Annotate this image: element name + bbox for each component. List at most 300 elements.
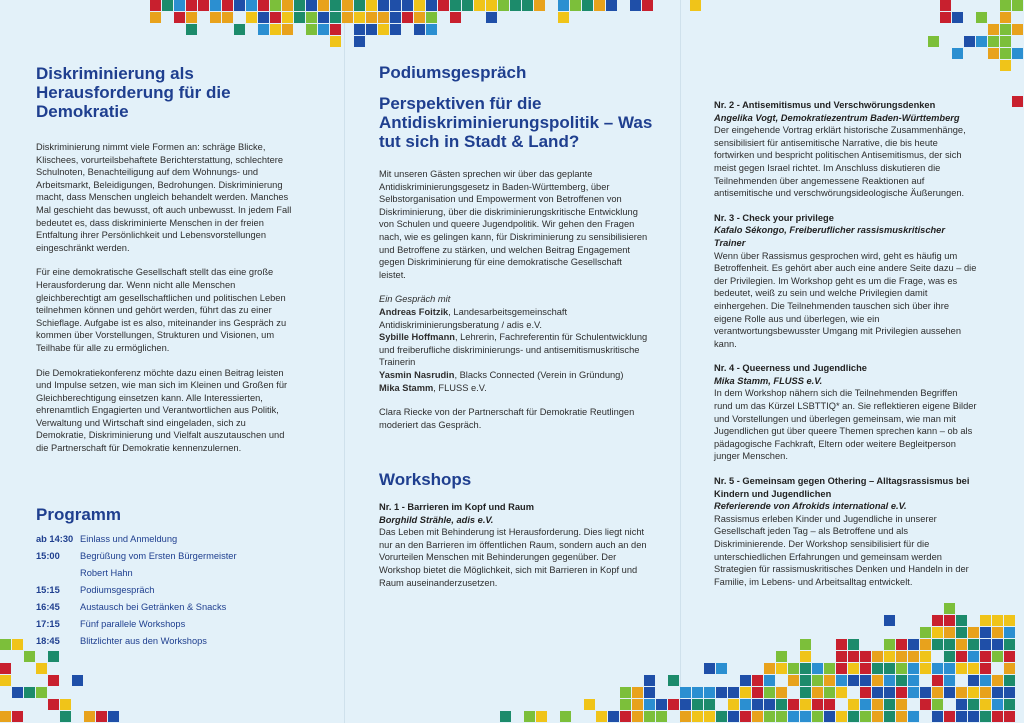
pixel-square — [186, 0, 197, 11]
pixel-square — [956, 699, 967, 710]
pixel-square — [606, 0, 617, 11]
pixel-square — [944, 639, 955, 650]
pixel-square — [728, 711, 739, 722]
workshop-lead: Angelika Vogt, Demokratiezentrum Baden-Württemberg — [714, 112, 960, 123]
guest-role: , Lehrerin, Fachreferentin für Schulentwicklung und freiberufliche diskriminierungs- und antisemitismuskritische Trainerin — [379, 332, 648, 368]
pixel-square — [956, 687, 967, 698]
pixel-square — [824, 711, 835, 722]
pixel-square — [414, 12, 425, 23]
programm-row — [36, 599, 296, 616]
pixel-square — [908, 663, 919, 674]
pixel-square — [812, 675, 823, 686]
pixel-square — [884, 639, 895, 650]
pixel-square — [908, 651, 919, 662]
pixel-square — [956, 663, 967, 674]
workshop-text: Der eingehende Vortrag erklärt historische Zusammenhänge, sensibilisiert für antisemitische Narrative, die bis heute fortwirken und bespricht politischen Antisemitismus, der sich meist gegen Israel richtet. Im Anschluss diskutieren die Teilnehmenden über angemessene Reaktionen auf antisemitische und verschwörungsideologische Äußerungen. — [714, 125, 966, 199]
pixel-square — [884, 675, 895, 686]
pixel-square — [884, 663, 895, 674]
pixel-square — [944, 663, 955, 674]
programm-event: Austausch bei Getränken & Snacks — [80, 602, 227, 612]
pixel-square — [318, 24, 329, 35]
pixel-square — [1000, 24, 1011, 35]
pixel-square — [788, 711, 799, 722]
workshop-lead: Mika Stamm, FLUSS e.V. — [714, 375, 823, 386]
pixel-square — [72, 675, 83, 686]
pixel-square — [872, 711, 883, 722]
pixel-square — [952, 48, 963, 59]
guest-list — [379, 306, 651, 394]
pixel-square — [992, 675, 1003, 686]
pixel-square — [764, 687, 775, 698]
pixel-square — [896, 663, 907, 674]
pixel-square — [36, 687, 47, 698]
pixel-square — [48, 675, 59, 686]
guest-entry — [379, 306, 651, 331]
pixel-square — [848, 651, 859, 662]
pixel-square — [956, 651, 967, 662]
pixel-square — [884, 687, 895, 698]
workshop-text: Rassismus erleben Kinder und Jugendliche in unserer Gesellschaft jeden Tag – als Betroffene und als Diskriminierende. Der Workshop sensibilisiert für die unterschiedlichen Erfahrungen und gemeinsam werden Strategien für rassismuskritisches Denken und Handeln in der Familie, im Lebens- und Arbeitsalltag entwickelt. — [714, 513, 969, 587]
pixel-square — [836, 711, 847, 722]
pixel-square — [668, 675, 679, 686]
pixel-square — [716, 711, 727, 722]
pixel-square — [992, 699, 1003, 710]
pixel-square — [716, 663, 727, 674]
pixel-square — [462, 0, 473, 11]
programm-event: Einlass und Anmeldung — [80, 534, 178, 544]
pixel-square — [486, 12, 497, 23]
pixel-square — [632, 699, 643, 710]
pixel-square — [848, 711, 859, 722]
pixel-square — [644, 699, 655, 710]
pixel-square — [944, 687, 955, 698]
pixel-square — [896, 651, 907, 662]
pixel-square — [980, 615, 991, 626]
programm-time: ab 14:30 — [36, 534, 74, 544]
pixel-square — [928, 36, 939, 47]
pixel-square — [776, 663, 787, 674]
pixel-square — [596, 711, 607, 722]
workshop-item — [714, 362, 978, 463]
pixel-square — [222, 12, 233, 23]
pixel-square — [210, 12, 221, 23]
programm-title: Programm — [36, 505, 122, 524]
programm-row — [36, 531, 296, 548]
pixel-square — [988, 36, 999, 47]
pixel-square — [24, 687, 35, 698]
pixel-square — [318, 12, 329, 23]
pixel-square — [764, 663, 775, 674]
pixel-square — [656, 711, 667, 722]
pixel-square — [630, 0, 641, 11]
guest-entry — [379, 369, 651, 382]
pixel-square — [908, 687, 919, 698]
pixel-square — [884, 711, 895, 722]
pixel-square — [932, 663, 943, 674]
pixel-square — [848, 675, 859, 686]
pixel-square — [426, 0, 437, 11]
ws1-lead: Borghild Strähle, adis e.V. — [379, 514, 494, 525]
guest-role: , FLUSS e.V. — [433, 382, 487, 393]
workshop-title: Nr. 2 - Antisemitismus und Verschwörungsdenken — [714, 100, 936, 110]
pixel-square — [896, 711, 907, 722]
pixel-square — [426, 24, 437, 35]
pixel-square — [620, 687, 631, 698]
pixel-square — [60, 711, 71, 722]
pixel-square — [1000, 60, 1011, 71]
pixel-square — [500, 711, 511, 722]
pixel-square — [800, 663, 811, 674]
pixel-square — [836, 651, 847, 662]
pixel-square — [920, 663, 931, 674]
pixel-square — [342, 0, 353, 11]
pixel-square — [246, 12, 257, 23]
pixel-square — [740, 675, 751, 686]
pixel-square — [644, 711, 655, 722]
pixel-square — [824, 663, 835, 674]
pixel-square — [680, 687, 691, 698]
pixel-square — [764, 675, 775, 686]
pixel-square — [390, 0, 401, 11]
pixel-square — [968, 675, 979, 686]
pixel-square — [836, 663, 847, 674]
pixel-square — [932, 675, 943, 686]
programm-block — [36, 505, 296, 650]
pixel-square — [1000, 36, 1011, 47]
pixel-square — [920, 687, 931, 698]
pixel-square — [860, 699, 871, 710]
pixel-square — [558, 0, 569, 11]
pixel-square — [800, 675, 811, 686]
pixel-square — [944, 615, 955, 626]
pixel-square — [848, 699, 859, 710]
pixel-square — [282, 0, 293, 11]
programm-time: 18:45 — [36, 636, 60, 646]
programm-row — [36, 548, 296, 565]
podium-intro: Mit unseren Gästen sprechen wir über das geplante Antidiskriminierungsgesetz in Baden-Württemberg, über Selbstorganisation und Empowerment von Betroffenen von Diskriminierung, über die diskriminierungskritische Entwicklung von Schulen und queere Jugendpolitik. Wir gehen den Fragen nach, wie es gelingen kann, für Diskriminierung zu sensibilisieren und Betroffene zu stärken, und welchen Beitrag Engagement gegen Diskriminierung für eine demokratische Gesellschaft leistet. — [379, 169, 648, 280]
pixel-square — [976, 12, 987, 23]
guest-name: Sybille Hoffmann — [379, 332, 455, 343]
workshop-item — [714, 99, 978, 200]
pixel-square — [1012, 0, 1023, 11]
pixel-square — [980, 675, 991, 686]
pixel-square — [270, 12, 281, 23]
pixel-square — [824, 699, 835, 710]
programm-event: Fünf parallele Workshops — [80, 619, 186, 629]
workshop-text: Wenn über Rassismus gesprochen wird, geht es häufig um Betroffenheit. Es gehört aber auch eine andere Seite dazu – die der Privilegien. Im Workshop geht es um die Frage, was es bedeutet, weiß zu sein und welche Privilegien damit einhergehen. Die Teilnehmenden tauschen sich über ihre eigene Rolle aus und überlegen, wie ein verantwortungsbewusster Umgang mit Privilegien aussehen kann. — [714, 250, 977, 349]
pixel-square — [968, 699, 979, 710]
pixel-square — [776, 699, 787, 710]
pixel-square — [210, 0, 221, 11]
pixel-square — [812, 687, 823, 698]
pixel-square — [812, 711, 823, 722]
pixel-square — [366, 24, 377, 35]
pixel-square — [968, 651, 979, 662]
guests-intro: Ein Gespräch mit — [379, 294, 451, 305]
pixel-square — [944, 603, 955, 614]
pixel-square — [728, 687, 739, 698]
pixel-square — [12, 639, 23, 650]
pixel-square — [920, 627, 931, 638]
pixel-square — [690, 0, 701, 11]
pixel-square — [872, 675, 883, 686]
pixel-square — [366, 0, 377, 11]
pixel-square — [788, 675, 799, 686]
pixel-square — [956, 639, 967, 650]
pixel-square — [270, 0, 281, 11]
pixel-square — [896, 699, 907, 710]
pixel-square — [836, 687, 847, 698]
programm-row — [36, 565, 296, 582]
pixel-square — [150, 12, 161, 23]
pixel-square — [354, 36, 365, 47]
pixel-square — [932, 687, 943, 698]
pixel-square — [1004, 687, 1015, 698]
pixel-square — [776, 687, 787, 698]
pixel-square — [968, 663, 979, 674]
pixel-square — [980, 699, 991, 710]
pixel-square — [704, 687, 715, 698]
pixel-square — [964, 36, 975, 47]
pixel-square — [860, 651, 871, 662]
pixel-square — [414, 0, 425, 11]
pixel-square — [1004, 627, 1015, 638]
guest-role: , Blacks Connected (Verein in Gründung) — [454, 369, 624, 380]
pixel-square — [84, 711, 95, 722]
pixel-square — [788, 663, 799, 674]
guest-name: Yasmin Nasrudin — [379, 369, 455, 380]
pixel-square — [12, 687, 23, 698]
pixel-square — [968, 639, 979, 650]
pixel-square — [60, 699, 71, 710]
pixel-square — [174, 0, 185, 11]
pixel-square — [920, 651, 931, 662]
pixel-square — [872, 663, 883, 674]
podium-section-title: Podiumsgespräch — [379, 63, 527, 82]
programm-row — [36, 616, 296, 633]
pixel-square — [0, 639, 11, 650]
pixel-square — [246, 0, 257, 11]
pixel-square — [992, 651, 1003, 662]
pixel-square — [896, 687, 907, 698]
pixel-square — [968, 687, 979, 698]
pixel-square — [872, 651, 883, 662]
pixel-square — [306, 24, 317, 35]
pixel-square — [594, 0, 605, 11]
pixel-square — [186, 24, 197, 35]
pixel-square — [1012, 48, 1023, 59]
pixel-square — [728, 699, 739, 710]
pixel-square — [680, 711, 691, 722]
pixel-square — [36, 663, 47, 674]
pixel-square — [776, 651, 787, 662]
pixel-square — [306, 12, 317, 23]
pixel-square — [692, 699, 703, 710]
pixel-square — [1004, 651, 1015, 662]
pixel-square — [932, 639, 943, 650]
pixel-square — [752, 711, 763, 722]
pixel-square — [980, 639, 991, 650]
pixel-square — [642, 0, 653, 11]
pixel-square — [24, 651, 35, 662]
pixel-square — [186, 12, 197, 23]
pixel-square — [234, 24, 245, 35]
col2-header — [379, 63, 659, 151]
pixel-square — [988, 24, 999, 35]
pixel-square — [992, 627, 1003, 638]
pixel-square — [860, 711, 871, 722]
programm-time: 16:45 — [36, 602, 60, 612]
pixel-square — [108, 711, 119, 722]
pixel-square — [150, 0, 161, 11]
pixel-square — [896, 639, 907, 650]
guest-name: Andreas Foitzik — [379, 306, 449, 317]
ws1-text: Das Leben mit Behinderung ist Herausforderung. Dies liegt nicht nur an den Barrieren im öffentlichen Raum, sondern auch an den Vorurteilen Menschen mit Behinderungen gegenüber. Der Workshop bietet die Möglichkeit, sich mit Barrieren in Kopf und Raum auseinanderzusetzen. — [379, 527, 647, 588]
pixel-square — [764, 699, 775, 710]
programm-event: Begrüßung vom Ersten Bürgermeister — [80, 551, 237, 561]
pixel-square — [644, 687, 655, 698]
pixel-square — [570, 0, 581, 11]
pixel-square — [402, 0, 413, 11]
pixel-square — [976, 36, 987, 47]
col2-body — [379, 168, 651, 443]
pixel-square — [704, 663, 715, 674]
pixel-square — [498, 0, 509, 11]
col3-workshops — [714, 99, 978, 600]
pixel-square — [162, 0, 173, 11]
ws1-title: Nr. 1 - Barrieren im Kopf und Raum — [379, 502, 534, 512]
pixel-square — [1012, 96, 1023, 107]
pixel-square — [776, 711, 787, 722]
pixel-square — [258, 24, 269, 35]
programm-row — [36, 633, 296, 650]
pixel-square — [632, 687, 643, 698]
pixel-square — [330, 0, 341, 11]
pixel-square — [632, 711, 643, 722]
pixel-square — [656, 699, 667, 710]
pixel-square — [1004, 711, 1015, 722]
pixel-square — [534, 0, 545, 11]
col1-para2: Für eine demokratische Gesellschaft stellt das eine große Herausforderung dar. Wenn nicht alle Menschen gleichberechtigt am gesellschaftlichen und politischen Leben teilnehmen können und gehört werden, führt das zu einer Schieflage. Aufgabe ist es also, miteinander ins Gespräch zu kommen über Vorstellungen, Strukturen und Visionen, um Teilhabe für alle zu ermöglichen. — [36, 267, 287, 353]
pixel-square — [354, 24, 365, 35]
pixel-square — [584, 699, 595, 710]
pixel-square — [980, 651, 991, 662]
pixel-square — [872, 699, 883, 710]
pixel-square — [788, 699, 799, 710]
pixel-square — [800, 687, 811, 698]
moderation-text: Clara Riecke von der Partnerschaft für Demokratie Reutlingen moderiert das Gespräch. — [379, 407, 635, 430]
pixel-square — [258, 0, 269, 11]
pixel-square — [582, 0, 593, 11]
pixel-square — [764, 711, 775, 722]
pixel-square — [932, 627, 943, 638]
podium-title: Perspektiven für die Antidiskriminierungspolitik – Was tut sich in Stadt & Land? — [379, 94, 653, 151]
pixel-square — [824, 687, 835, 698]
programm-event: Blitzlichter aus den Workshops — [80, 636, 207, 646]
pixel-square — [1004, 699, 1015, 710]
pixel-square — [270, 24, 281, 35]
pixel-square — [824, 675, 835, 686]
pixel-square — [560, 711, 571, 722]
pixel-square — [740, 687, 751, 698]
programm-time — [36, 565, 80, 582]
pixel-square — [402, 12, 413, 23]
pixel-square — [860, 687, 871, 698]
col1-body — [36, 141, 298, 467]
pixel-square — [294, 12, 305, 23]
pixel-square — [920, 699, 931, 710]
pixel-square — [378, 12, 389, 23]
col1-para1: Diskriminierung nimmt viele Formen an: schräge Blicke, Klischees, vorurteilsbehaftete Berichterstattung, schlechtere Schulnoten, Benachteiligung auf dem Wohnungs- und Arbeitsmarkt, Beleidigungen, Bedrohungen. Diskriminierung macht, dass Menschen ungleich behandelt werden. Manches Mal geschieht das bewusst, oft auch unbewusst. In jedem Fall bedeutet es, dass diskriminierte Menschen in der freien Entfaltung ihrer Persönlichkeit und Lebensvorstellungen eingeschränkt werden. — [36, 142, 292, 253]
programm-event: Podiumsgespräch — [80, 585, 155, 595]
pixel-square — [510, 0, 521, 11]
pixel-square — [522, 0, 533, 11]
pixel-square — [704, 699, 715, 710]
pixel-square — [426, 12, 437, 23]
guest-name: Mika Stamm — [379, 382, 434, 393]
pixel-square — [294, 0, 305, 11]
pixel-square — [884, 651, 895, 662]
programm-time: 15:15 — [36, 585, 60, 595]
pixel-square — [988, 48, 999, 59]
pixel-square — [12, 711, 23, 722]
pixel-square — [450, 12, 461, 23]
pixel-square — [952, 12, 963, 23]
pixel-square — [932, 699, 943, 710]
pixel-square — [992, 687, 1003, 698]
pixel-square — [1004, 675, 1015, 686]
pixel-square — [848, 663, 859, 674]
pixel-square — [1012, 24, 1023, 35]
pixel-square — [800, 699, 811, 710]
pixel-square — [692, 687, 703, 698]
pixel-square — [980, 627, 991, 638]
pixel-square — [0, 663, 11, 674]
pixel-square — [884, 699, 895, 710]
pixel-square — [1000, 0, 1011, 11]
pixel-square — [812, 663, 823, 674]
pixel-square — [620, 699, 631, 710]
pixel-square — [1004, 615, 1015, 626]
programm-row — [36, 582, 296, 599]
pixel-square — [620, 711, 631, 722]
pixel-square — [752, 687, 763, 698]
pixel-square — [0, 675, 11, 686]
pixel-square — [704, 711, 715, 722]
programm-event: Robert Hahn — [80, 568, 133, 578]
pixel-square — [860, 663, 871, 674]
pixel-square — [1004, 639, 1015, 650]
pixel-square — [944, 651, 955, 662]
guest-role: , Landesarbeitsgemeinschaft Antidiskriminierungsberatung / adis e.V. — [379, 306, 568, 330]
pixel-square — [992, 639, 1003, 650]
pixel-square — [282, 24, 293, 35]
pixel-square — [896, 675, 907, 686]
pixel-square — [390, 24, 401, 35]
pixel-square — [740, 699, 751, 710]
pixel-square — [908, 711, 919, 722]
pixel-square — [378, 24, 389, 35]
pixel-square — [836, 675, 847, 686]
guest-entry — [379, 331, 651, 369]
pixel-square — [282, 12, 293, 23]
pixel-square — [944, 711, 955, 722]
guest-entry — [379, 382, 651, 395]
pixel-square — [378, 0, 389, 11]
pixel-square — [752, 675, 763, 686]
pixel-square — [306, 0, 317, 11]
pixel-square — [992, 711, 1003, 722]
